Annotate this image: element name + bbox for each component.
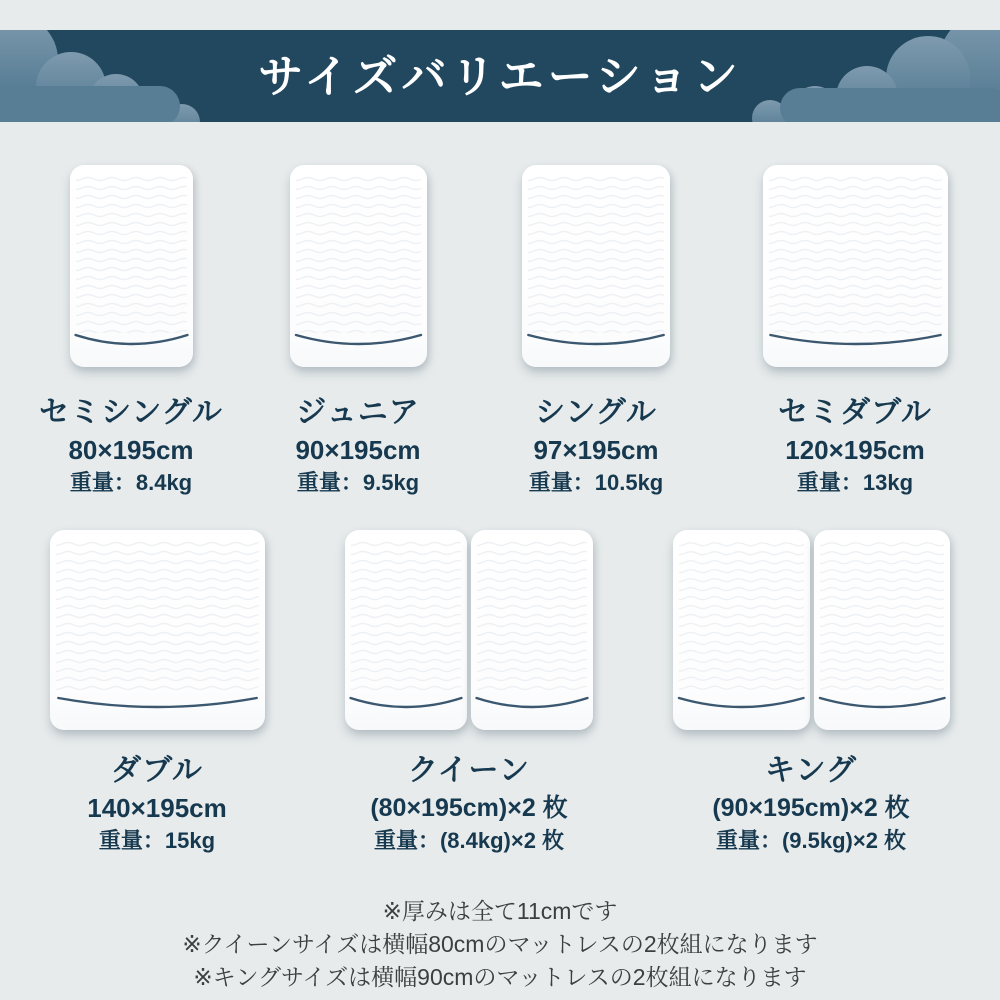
size-name: ダブル [111, 754, 203, 787]
size-label-single [476, 395, 716, 496]
mattress-edge-line [72, 332, 191, 354]
mattress-texture [351, 538, 461, 696]
size-name: クイーン [408, 754, 530, 787]
mattress-texture [56, 538, 259, 696]
size-weight: 重量：13kg [796, 470, 914, 495]
footnote-queen: ※クイーンサイズは横幅80cmのマットレスの2枚組になります [182, 931, 818, 957]
size-name: ジュニア [296, 396, 420, 429]
mattress-graphic-semi-double [763, 165, 948, 367]
size-dimensions: (80×195cm)×2 枚 [370, 794, 568, 822]
size-dimensions: 80×195cm [68, 435, 194, 465]
size-name: セミシングル [39, 396, 223, 429]
mattress-graphic-junior [290, 165, 427, 367]
size-label-junior [238, 395, 478, 496]
size-weight: 重量：(8.4kg)×2 枚 [373, 828, 565, 853]
mattress-graphic-single [522, 165, 670, 367]
footnote-king: ※キングサイズは横幅90cmのマットレスの2枚組になります [193, 964, 807, 990]
size-dimensions: 90×195cm [295, 435, 421, 465]
mattress-panel [50, 530, 265, 730]
mattress-texture [296, 173, 421, 333]
mattress-texture [528, 173, 664, 333]
size-name: セミダブル [778, 396, 932, 429]
mattress-texture [679, 538, 804, 696]
mattress-edge-line [765, 332, 946, 354]
size-label-king [656, 753, 966, 854]
size-label-double [37, 753, 277, 854]
mattress-edge-line [675, 695, 808, 717]
size-dimensions: 120×195cm [785, 435, 925, 465]
mattress-edge-line [292, 332, 425, 354]
mattress-texture [769, 173, 942, 333]
mattress-panel [763, 165, 948, 367]
header-band [0, 30, 1000, 122]
size-dimensions: 140×195cm [87, 793, 227, 823]
mattress-edge-line [347, 695, 465, 717]
mattress-panel [814, 530, 951, 730]
page-title: サイズバリエーション [258, 51, 742, 102]
mattress-panel [673, 530, 810, 730]
size-weight: 重量：15kg [98, 828, 216, 853]
mattress-graphic-semi-single [70, 165, 193, 367]
size-name: シングル [535, 396, 657, 429]
mattress-edge-line [52, 695, 263, 717]
size-weight: 重量：(9.5kg)×2 枚 [715, 828, 907, 853]
mattress-panel [522, 165, 670, 367]
size-dimensions: 97×195cm [533, 435, 659, 465]
mattress-graphic-queen [345, 530, 593, 730]
mattress-texture [76, 173, 187, 333]
size-name: キング [764, 754, 858, 787]
mattress-edge-line [816, 695, 949, 717]
size-label-queen [314, 753, 624, 854]
mattress-panel [345, 530, 467, 730]
size-weight: 重量：8.4kg [69, 470, 193, 495]
mattress-graphic-king [673, 530, 950, 730]
footnotes [0, 895, 1000, 994]
size-weight: 重量：10.5kg [528, 470, 664, 495]
mattress-edge-line [524, 332, 668, 354]
mattress-panel [70, 165, 193, 367]
mattress-texture [820, 538, 945, 696]
mattress-texture [477, 538, 587, 696]
size-label-semi-double [735, 395, 975, 496]
size-dimensions: (90×195cm)×2 枚 [712, 794, 910, 822]
mattress-edge-line [473, 695, 591, 717]
footnote-thickness: ※厚みは全て11cmです [382, 898, 618, 924]
size-weight: 重量：9.5kg [296, 470, 420, 495]
size-label-semi-single [11, 395, 251, 496]
mattress-graphic-double [50, 530, 265, 730]
mattress-panel [290, 165, 427, 367]
mattress-panel [471, 530, 593, 730]
